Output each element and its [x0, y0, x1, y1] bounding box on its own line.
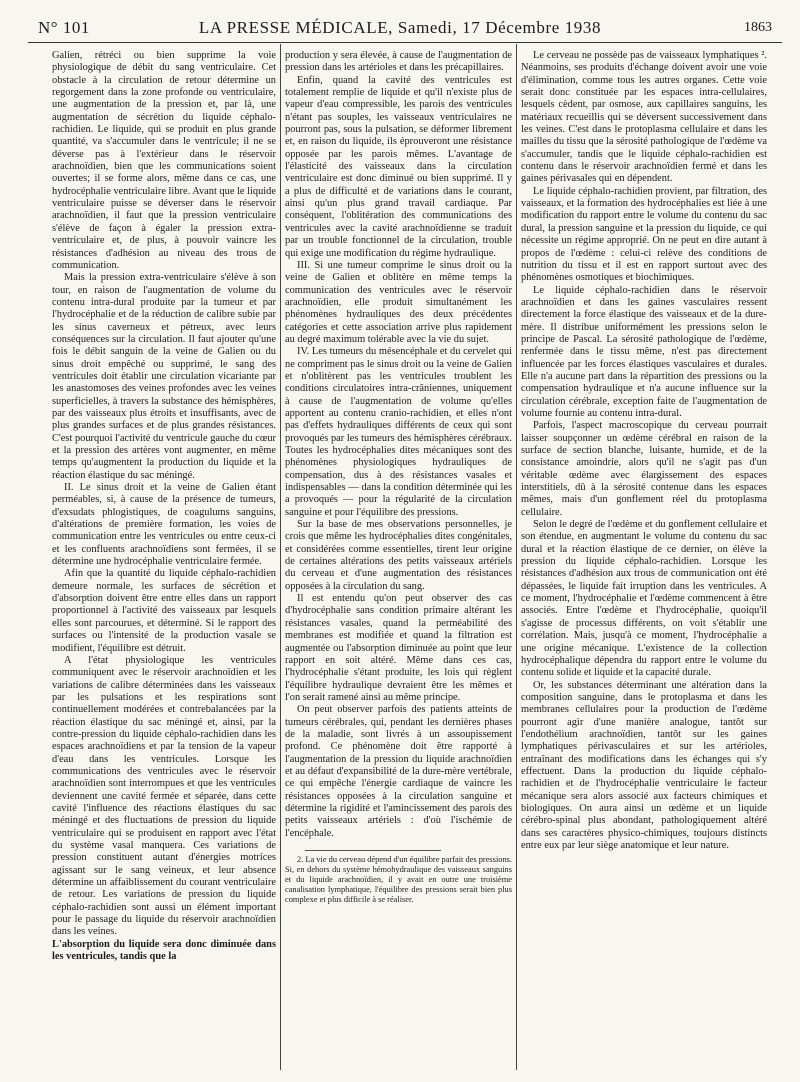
paragraph: Le liquide céphalo-rachidien dans le réservoir arachnoïdien et dans les gaines vasculaires ressent directement la force élastique des vaisseaux et de la dure-mère. Il distribue uniformément les pressions selon le principe de Pascal. La sérosité pathologique de l'œdème, renfermée dans le tissu même, n'est pas directement influencée par les forces élastiques vasculaires et durales. Elle n'a aucune part dans la répartition des pressions ou la compensation hydraulique et n'a aucune influence sur la circulation cérébrale, exception faite de l'augmentation de volume fournie au contenu intra-dural.: [521, 284, 767, 419]
paragraph: Galien, rétréci ou bien supprime la voie physiologique de débit du sang ventriculaire. Cet obstacle à la circulation de retour détermine un regorgement dans la zone profonde ou ventriculaire, une augmentation de la pression et, par là, une augmentation de sécrétion du liquide céphalo-rachidien. Le liquide, qui se produit en plus grande quantité, va s'accumuler dans le ventricule; il ne se déverse pas à l'extérieur dans le réservoir arachnoïdien, bien que les communications soient ouvertes; il se forme alors, même dans ce cas, une hydrocéphalie ventriculaire libre. Avant que le liquide ventriculaire puisse se déverser dans le réservoir arachnoïdien, il faut que la pression ventriculaire s'élève de façon à égaler la pression extra-ventriculaire et, de plus, à pouvoir vaincre les résistances d'adhésion au niveau des trous de communication.: [52, 50, 276, 271]
column-2: [285, 50, 512, 1072]
paragraph: IV. Les tumeurs du mésencéphale et du cervelet qui ne compriment pas le sinus droit ou la veine de Galien et n'oblitèrent pas les ventricules troublent les conditions circulatoires intra-crâniennes, uniquement à cause de l'augmentation de volume qu'elles apportent au contenu cranio-rachidien, et elles n'ont pas d'effets hydrauliques différents de ceux qui sont provoqués par les tumeurs des hémisphères cérébraux. Toutes les hydrocéphalies dites mécaniques sont des phénomènes physiologiques hydrauliques de compensation, dus à des résistances vasales et indispensables — dans la condition déterminée qui les a provoqués — pour la régularité de la circulation sanguine et pour l'équilibre des pressions.: [285, 346, 512, 518]
footnote: 2. La vie du cerveau dépend d'un équilibre parfait des pressions. Si, en dehors du système hémohydraulique des vaisseaux sanguins et du liquide arachnoïdien, il y avait en outre une troisième canalisation lymphatique, l'équilibre des pressions serait bien plus complexe et plus difficile à se réaliser.: [285, 855, 512, 904]
column-3: [521, 50, 767, 1072]
paragraph: Selon le degré de l'œdème et du gonflement cellulaire et son étendue, en augmentant le volume du contenu du sac dural et la réaction élastique de ce dernier, on élève la pression du liquide céphalo-rachidien. Lorsque les résistances d'adhésion aux trous de communication ont été dépassées, le liquide fait irruption dans les ventricules. A ce moment, l'hydrocéphalie et l'œdème commencent à être associés. Entre l'œdème et l'hydrocéphalie, quoiqu'il s'agisse de processus différents, on voit s'établir une corrélation. Mais, jusqu'à ce moment, l'hydrocéphalie a une origine mécanique. L'existence de la collection hydrocéphalique dépendra du rapport entre le volume du contenu solide et liquide et la capacité durale.: [521, 519, 767, 679]
paragraph: II. Le sinus droit et la veine de Galien étant perméables, si, à cause de la présence de tumeurs, d'exsudats phlogistiques, de coagulums sanguins, d'altérations de première formation, les voies de communication entre les ventricules ou entre ceux-ci et les confluents arachnoïdiens sont fermées, il se détermine une hydrocéphalie ventriculaire fermée.: [52, 482, 276, 568]
paragraph: Afin que la quantité du liquide céphalo-rachidien demeure normale, les surfaces de sécrétion et d'absorption doivent être entre elles dans un rapport proportionnel à l'activité des vaisseaux par lesquels elles sont parcourues, et déterminé. Si le rapport des surfaces ou l'intensité de la production vasale se modifient, l'équilibre est détruit.: [52, 568, 276, 654]
journal-title: LA PRESSE MÉDICALE, Samedi, 17 Décembre 1938: [198, 18, 602, 37]
footnote-rule: [305, 850, 441, 851]
paragraph: III. Si une tumeur comprime le sinus droit ou la veine de Galien et oblitère en même temps la communication des ventricules avec le réservoir arachnoïdien, elle produit simultanément les phénomènes hydrauliques des deux précédentes catégories et cette association arrive plus rapidement au degré maximum tolérable avec la vie du sujet.: [285, 259, 512, 345]
page-header: [28, 14, 772, 44]
paragraph: Parfois, l'aspect macroscopique du cerveau pourrait laisser soupçonner un œdème cérébral en raison de la surface de section blanche, luisante, humide, et de la consistance amoindrie, alors qu'il ne s'agit pas d'un véritable œdème avec élargissement des espaces interstitiels, dû à la sérosité contenue dans les espaces mêmes, mais d'un gonflement réel du protoplasma cellulaire.: [521, 420, 767, 518]
column-divider: [280, 44, 281, 1070]
paragraph: production y sera élevée, à cause de l'augmentation de pression dans les artérioles et dans les précapillaires.: [285, 50, 512, 74]
issue-number: N° 101: [38, 18, 90, 37]
paragraph: A l'état physiologique les ventricules communiquent avec le réservoir arachnoïdien et les variations de calibre déterminées dans les vaisseaux par les pulsations et les respirations sont continuellement modérées et contrebalancées par la réaction élastique du sac méningé et, ainsi, par la contre-pression du liquide céphalo-rachidien dans les espaces arachnoïdiens et par la tension de la vapeur d'eau dans les ventricules. Lorsque les communications des ventricules avec le réservoir arachnoïdien sont interrompues et que les ventricules deviennent une cavité fermée et séparée, dans cette cavité l'influence des réactions élastiques du sac méningé et des fluctuations de pression du liquide ventriculaire qui se produisent en rapport avec l'état du système vasal manquera. Ces variations de pression constituent autant d'énergies motrices agissant sur le sang veineux, et leur absence détermine un affaiblissement du courant ventriculaire de retour. Les variations de pression du liquide céphalo-rachidien sont aussi un élément important pour le passage du liquide du réservoir arachnoïdien dans les veines.: [52, 654, 276, 938]
paragraph: Il est entendu qu'on peut observer des cas d'hydrocéphalie sans condition primaire altérant les résistances vasales, quand la perméabilité des membranes est modifiée et quand la filtration est augmentée ou l'absorption diminuée au point que leur rapport en soit altéré. Même dans ces cas, l'hydrocéphalie s'étant produite, les lois qui règlent l'équilibre hydraulique devraient être les mêmes et l'on serait ramené ainsi au même principe.: [285, 593, 512, 703]
page-number: 1863: [744, 20, 772, 35]
paragraph: Sur la base de mes observations personnelles, je crois que même les hydrocéphalies dites congénitales, et considérées comme essentielles, tirent leur origine de certaines altérations des petits vaisseaux artériels du cerveau et d'une augmentation des résistances opposées à la circulation du sang.: [285, 519, 512, 592]
paragraph: Le liquide céphalo-rachidien provient, par filtration, des vaisseaux, et la formation des hydrocéphalies est liée à une modification du rapport entre le volume du contenu du sac dural, la pression sanguine et la pression du liquide, ce qui nécessite un régime approprié. On ne peut en dire autant à propos de l'œdème : celui-ci relève des conditions de nutrition du tissu et il est en rapport surtout avec des phénomènes osmotiques et biochimiques.: [521, 185, 767, 284]
paragraph: Enfin, quand la cavité des ventricules est totalement remplie de liquide et qu'il n'existe plus de vapeur d'eau compressible, les parois des ventricules n'étant pas souples, les vaisseaux ventriculaires ne pourront pas, sous la pulsation, se déformer librement et, en raison du liquide, ils éprouveront une résistance opposée par les parois mêmes. L'avantage de l'élasticité des vaisseaux dans la circulation ventriculaire est donc diminué ou bien supprimé. Il y a plus de difficulté et de variations dans le courant, ainsi qu'un plus grand travail cardiaque. Par conséquent, l'oblitération des communications des ventricules avec la cavité arachnoïdienne se traduit par un trouble fonctionnel de la circulation, trouble qui exige une modification du régime hydraulique.: [285, 74, 512, 259]
paragraph: Or, les substances déterminant une altération dans la composition sanguine, dans le protoplasma et dans les membranes cellulaires pour la production de l'œdème pourront agir d'une manière analogue, tantôt sur l'endothélium arachnoïdien, tantôt sur les gaines lymphatiques périvasculaires et sur les artérioles, entraînant des modifications dans les échanges qui s'y effectuent. Dans la production du liquide céphalo-rachidien et de l'hydrocéphalie ventriculaire le facteur mécanique sera alors associé aux facteurs chimiques et biologiques. On aura ainsi un œdème et un liquide cérébro-spinal plus abondant, pathologiquement altéré dans ses caractères physico-chimiques, toujours distincts entre eux par leur siège anatomique et leur nature.: [521, 679, 767, 851]
column-divider: [516, 44, 517, 1070]
header-rule: [28, 42, 782, 43]
paragraph: Mais la pression extra-ventriculaire s'élève à son tour, en raison de l'augmentation de volume du contenu intra-dural produite par la tumeur et par l'hydrocéphalie et de la réduction de calibre subie par les sinus caverneux et pétreux, avec leurs conséquences sur la circulation. Il faut ajouter qu'une fois le débit sanguin de la veine de Galien ou du sinus droit empêché ou supprimé, le sang des ventricules doit établir une circulation vicariante par les anastomoses des veines profondes avec les veines superficielles, à travers la substance des hémisphères, par des vaisseaux plus étroits et insuffisants, avec de plus grandes surfaces et de plus grandes résistances. C'est pourquoi l'activité du ventricule gauche du cœur et la pression des artères vont augmenter, en même temps qu'augmentent la production du liquide et la réaction élastique du sac méningé.: [52, 272, 276, 481]
paragraph: Le cerveau ne possède pas de vaisseaux lymphatiques ². Néanmoins, ses produits d'échange doivent avoir une voie d'élimination, comme tous les autres organes. Cette voie serait donc constituée par les espaces intra-cellulaires, lesquels cèdent, par osmose, aux capillaires sanguins, les matériaux recueillis qui se déversent successivement dans les veines. C'est dans le protoplasma cellulaire et dans les mailles du tissu que la sérosité pathologique de l'œdème va s'accumuler, tandis que le liquide céphalo-rachidien est contenu dans le réservoir arachnoïdien fermé et dans les gaines périvasales qui en dépendent.: [521, 50, 767, 185]
column-1: [52, 50, 276, 1072]
paragraph-bold-tail: L'absorption du liquide sera donc diminuée dans les ventricules, tandis que la: [52, 938, 276, 963]
paragraph: On peut observer parfois des patients atteints de tumeurs cérébrales, qui, pendant les dernières phases de la maladie, sont livrés à un assoupissement profond. Ce phénomène doit être rapporté à l'augmentation de la pression du liquide arachnoïdien et au défaut d'expansibilité de la dure-mère vertébrale, ce qui empêche l'énergie cardiaque de vaincre les résistances opposées à la circulation sanguine et détermine la rigidité et l'amincissement des parois des petits vaisseaux artériels : d'où l'ischémie de l'encéphale.: [285, 704, 512, 839]
